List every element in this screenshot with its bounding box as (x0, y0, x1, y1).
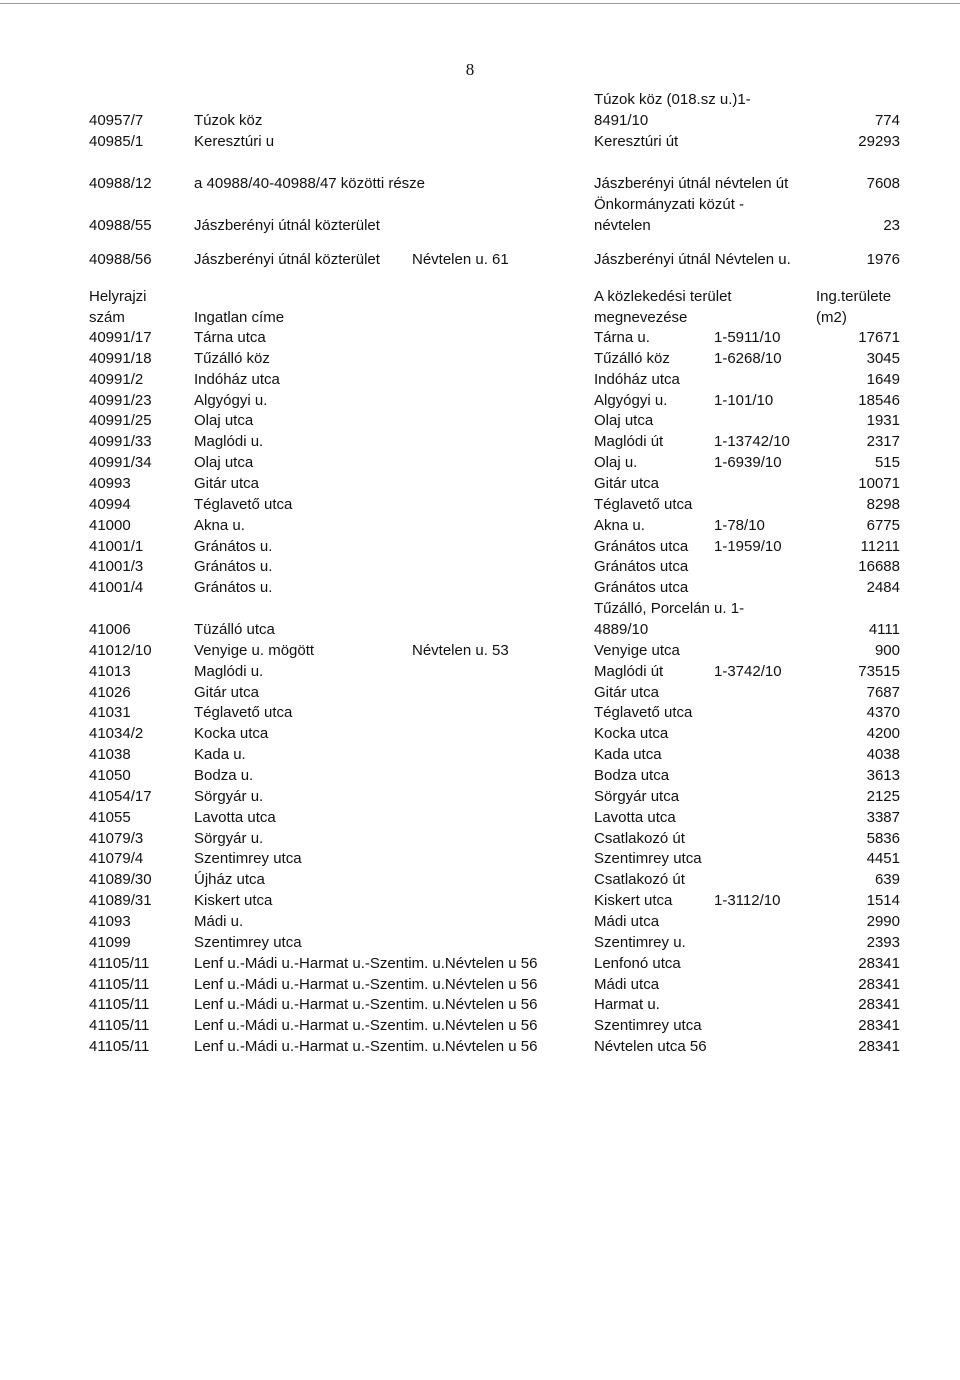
row-road: Akna u. (594, 516, 645, 534)
row-hrsz: 41031 (89, 704, 131, 722)
row-road: Tárna u. (594, 329, 650, 346)
row-hrsz: 41089/31 (89, 892, 152, 910)
table-row (0, 932, 960, 953)
row-road: Gránátos utca (594, 558, 689, 576)
row-address: Lenf u.-Mádi u.-Harmat u.-Szentim. u.Névtelen u 56 (194, 1017, 538, 1035)
row-road: Tűzálló köz (594, 349, 670, 367)
row-hrsz: 41038 (89, 746, 131, 764)
row-ref: 1-101/10 (714, 391, 774, 409)
row-road: Lavotta utca (594, 808, 676, 826)
row-hrsz: 40985/1 (89, 133, 144, 150)
row-area: 4200 (866, 725, 900, 743)
row-address: Újház utca (194, 871, 265, 889)
row-area: 28341 (858, 1038, 900, 1056)
row-hrsz: 40994 (89, 495, 131, 513)
table-row (0, 807, 960, 828)
header-road: A közlekedési terület megnevezése (594, 288, 732, 326)
row-hrsz: 40988/12 (89, 175, 152, 192)
row-address: Kiskert utca (194, 892, 273, 910)
row-address: a 40988/40-40988/47 közötti része (194, 175, 425, 192)
row-road: Maglódi út (594, 433, 664, 451)
row-ref: 1-3112/10 (714, 892, 781, 910)
row-address: Túzok köz (194, 112, 263, 129)
row-area: 1649 (866, 370, 900, 388)
row-area: 29293 (858, 133, 900, 150)
row-address: Olaj utca (194, 412, 254, 430)
table-row (0, 765, 960, 786)
row-address: Maglódi u. (194, 433, 264, 451)
row-hrsz: 41105/11 (89, 996, 150, 1014)
row-area: 2125 (866, 787, 900, 805)
table-row (0, 577, 960, 598)
row-note: Névtelen u. 61 (412, 251, 509, 268)
table-row (0, 410, 960, 431)
page-number: 8 (465, 60, 475, 79)
row-address: Tűzálló köz (194, 349, 270, 367)
row-road: Gitár utca (594, 683, 660, 701)
row-hrsz: 41079/3 (89, 829, 144, 847)
row-road: Venyige utca (594, 641, 680, 659)
row-hrsz: 40991/23 (89, 391, 152, 409)
row-address: Tárna utca (194, 329, 266, 346)
row-hrsz: 41012/10 (89, 641, 152, 659)
row-ref: 1-6939/10 (714, 454, 782, 472)
row-address: Gránátos u. (194, 537, 273, 555)
table-row (0, 348, 960, 369)
row-road: Keresztúri út (594, 133, 679, 150)
row-road: Maglódi út (594, 662, 664, 680)
row-hrsz: 41026 (89, 683, 131, 701)
table-row (0, 536, 960, 557)
row-address: Szentimrey utca (194, 850, 302, 868)
row-area: 73515 (858, 662, 900, 680)
row-area: 23 (883, 217, 900, 234)
row-area: 3045 (866, 349, 900, 367)
row-address: Téglavető utca (194, 495, 293, 513)
row-address: Gránátos u. (194, 558, 273, 576)
row-area: 774 (874, 112, 900, 129)
row-area: 900 (874, 641, 900, 659)
row-road: Kada utca (594, 746, 662, 764)
row-hrsz: 41001/4 (89, 579, 144, 597)
row-road: Önkormányzati közút - névtelen (594, 196, 745, 234)
table-row (0, 744, 960, 765)
row-address: Olaj utca (194, 454, 254, 472)
row-area: 8298 (866, 495, 900, 513)
row-road: Szentimrey utca (594, 850, 702, 868)
row-road: Jászberényi útnál névtelen út (594, 175, 789, 192)
row-road: Csatlakozó út (594, 871, 685, 889)
row-address: Lenf u.-Mádi u.-Harmat u.-Szentim. u.Névtelen u 56 (194, 1038, 538, 1056)
row-area: 1514 (866, 892, 900, 910)
row-address: Tüzálló utca (194, 621, 275, 639)
row-area: 7608 (866, 175, 900, 192)
row-hrsz: 41000 (89, 516, 131, 534)
row-road: Gránátos utca (594, 579, 689, 597)
table-row (0, 723, 960, 744)
table-row (0, 702, 960, 723)
row-hrsz: 41013 (89, 662, 131, 680)
table-row (0, 390, 960, 411)
row-address: Bodza u. (194, 767, 254, 784)
row-road: Gránátos utca (594, 537, 689, 555)
table-row (0, 494, 960, 515)
row-hrsz: 41001/3 (89, 558, 144, 576)
row-ref: 1-6268/10 (714, 349, 782, 367)
row-hrsz: 41050 (89, 767, 131, 784)
row-hrsz: 41001/1 (89, 537, 144, 555)
table-row (0, 911, 960, 932)
row-area: 4370 (866, 704, 900, 722)
row-hrsz: 41093 (89, 912, 131, 930)
row-hrsz: 40991/34 (89, 454, 152, 472)
row-address: Kocka utca (194, 725, 269, 743)
row-address: Mádi u. (194, 912, 244, 930)
table-row (0, 786, 960, 807)
row-road: Téglavető utca (594, 704, 693, 722)
table-row (0, 1036, 960, 1057)
row-address: Sörgyár u. (194, 787, 264, 805)
table-row (0, 890, 960, 911)
row-area: 1931 (866, 412, 900, 430)
table-row (0, 131, 960, 152)
row-hrsz: 40991/2 (89, 370, 144, 388)
row-address: Jászberényi útnál közterület (194, 217, 380, 234)
row-hrsz: 41105/11 (89, 1017, 150, 1035)
table-row (0, 89, 960, 131)
row-road: Szentimrey u. (594, 933, 686, 951)
row-address: Jászberényi útnál közterület (194, 251, 380, 268)
row-road: Kiskert utca (594, 892, 673, 910)
row-address: Téglavető utca (194, 704, 293, 722)
row-address: Gitár utca (194, 474, 260, 492)
row-road: Szentimrey utca (594, 1017, 702, 1035)
row-ref: 1-5911/10 (714, 329, 781, 346)
row-area: 6775 (866, 516, 900, 534)
row-area: 17671 (858, 329, 900, 346)
row-address: Szentimrey utca (194, 933, 302, 951)
row-address: Kada u. (194, 746, 246, 764)
row-hrsz: 41105/11 (89, 975, 150, 993)
row-area: 515 (874, 454, 900, 472)
row-address: Lenf u.-Mádi u.-Harmat u.-Szentim. u.Névtelen u 56 (194, 975, 538, 993)
row-hrsz: 40993 (89, 474, 131, 492)
row-area: 28341 (858, 1017, 900, 1035)
row-road: Sörgyár utca (594, 787, 680, 805)
row-address: Lavotta utca (194, 808, 276, 826)
row-area: 4451 (866, 850, 900, 868)
table-row (0, 473, 960, 494)
row-road: Gitár utca (594, 474, 660, 492)
row-road: Olaj u. (594, 454, 638, 472)
table-row (0, 515, 960, 536)
row-area: 28341 (858, 996, 900, 1014)
row-address: Keresztúri u (194, 133, 275, 150)
row-hrsz: 41055 (89, 808, 131, 826)
row-area: 28341 (858, 954, 900, 972)
row-ref: 1-13742/10 (714, 433, 790, 451)
row-area: 11211 (860, 537, 900, 555)
table-row (0, 661, 960, 682)
row-area: 2484 (866, 579, 900, 597)
row-road: Harmat u. (594, 996, 660, 1014)
row-hrsz: 41079/4 (89, 850, 144, 868)
table-row (0, 327, 960, 348)
row-road: Csatlakozó út (594, 829, 685, 847)
table-row (0, 598, 960, 640)
row-road: Indóház utca (594, 370, 680, 388)
row-address: Maglódi u. (194, 662, 264, 680)
table-row (0, 1015, 960, 1036)
row-hrsz: 41006 (89, 621, 131, 639)
table-row (0, 152, 960, 194)
row-area: 18546 (858, 391, 900, 409)
table-row (0, 994, 960, 1015)
row-hrsz: 41054/17 (89, 787, 152, 805)
table-row (0, 848, 960, 869)
row-hrsz: 40991/33 (89, 433, 152, 451)
row-hrsz: 40991/25 (89, 412, 152, 430)
row-road: Olaj utca (594, 412, 654, 430)
row-area: 28341 (858, 975, 900, 993)
row-road: Bodza utca (594, 767, 670, 784)
row-address: Gitár utca (194, 683, 260, 701)
row-area: 5836 (866, 829, 900, 847)
row-ref: 1-3742/10 (714, 662, 782, 680)
table-row (0, 828, 960, 849)
row-hrsz: 41105/11 (89, 954, 150, 972)
header-hrsz: Helyrajzi szám (89, 288, 147, 326)
row-area: 7687 (866, 683, 900, 701)
table-row (0, 431, 960, 452)
table-row (0, 682, 960, 703)
row-area: 1976 (866, 251, 900, 268)
row-address: Venyige u. mögött (194, 641, 315, 659)
row-hrsz: 40991/18 (89, 349, 152, 367)
table-row (0, 974, 960, 995)
row-address: Indóház utca (194, 370, 280, 388)
header-address: Ingatlan címe (194, 309, 285, 326)
row-address: Algyógyi u. (194, 391, 268, 409)
row-address: Lenf u.-Mádi u.-Harmat u.-Szentim. u.Névtelen u 56 (194, 996, 538, 1014)
row-hrsz: 40988/55 (89, 217, 152, 234)
row-address: Gránátos u. (194, 579, 273, 597)
row-hrsz: 41034/2 (89, 725, 144, 743)
row-area: 3387 (866, 808, 900, 826)
row-road: Algyógyi u. (594, 391, 668, 409)
row-road: Mádi utca (594, 912, 660, 930)
row-area: 639 (874, 871, 900, 889)
row-road: Tűzálló, Porcelán u. 1-4889/10 (594, 600, 745, 639)
row-area: 4111 (868, 621, 900, 639)
row-area: 10071 (858, 474, 900, 492)
row-hrsz: 40991/17 (89, 329, 152, 346)
top-rule (0, 3, 960, 4)
row-hrsz: 40957/7 (89, 112, 144, 129)
row-address: Sörgyár u. (194, 829, 264, 847)
row-area: 2990 (866, 912, 900, 930)
table-row (0, 869, 960, 890)
row-hrsz: 41099 (89, 933, 131, 951)
row-area: 2317 (866, 433, 900, 451)
row-ref: 1-1959/10 (714, 537, 782, 555)
row-road: Mádi utca (594, 975, 660, 993)
row-road: Kocka utca (594, 725, 669, 743)
row-note: Névtelen u. 53 (412, 641, 509, 659)
table-row (0, 640, 960, 661)
table-row (0, 452, 960, 473)
table-row (0, 953, 960, 974)
header-area: Ing.területe (m2) (816, 288, 892, 326)
table-row (0, 369, 960, 390)
row-road: Névtelen utca 56 (594, 1038, 707, 1056)
row-area: 2393 (866, 933, 900, 951)
row-road: Téglavető utca (594, 495, 693, 513)
row-area: 16688 (858, 558, 900, 576)
row-road: Lenfonó utca (594, 954, 681, 972)
row-hrsz: 41089/30 (89, 871, 152, 889)
row-hrsz: 41105/11 (89, 1038, 150, 1056)
row-road: Jászberényi útnál Névtelen u. (594, 251, 791, 268)
table-row (0, 228, 960, 270)
row-area: 3613 (866, 767, 900, 784)
row-hrsz: 40988/56 (89, 251, 152, 268)
table-row (0, 556, 960, 577)
row-address: Akna u. (194, 516, 245, 534)
row-ref: 1-78/10 (714, 516, 765, 534)
row-road: Túzok köz (018.sz u.)1-8491/10 (594, 91, 751, 129)
row-area: 4038 (866, 746, 900, 764)
table-header (0, 286, 960, 328)
row-address: Lenf u.-Mádi u.-Harmat u.-Szentim. u.Névtelen u 56 (194, 954, 538, 972)
